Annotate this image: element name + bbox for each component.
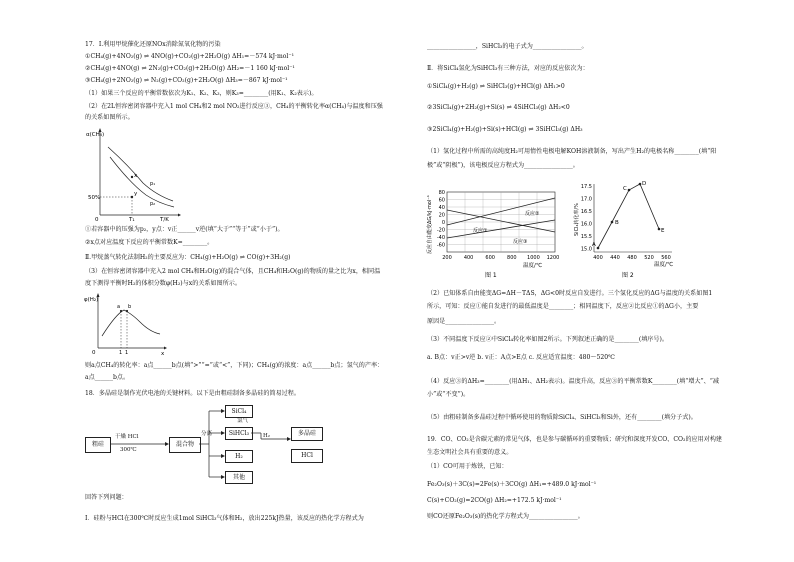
flow-arrow-1-label: 干燥 HCl [115, 434, 139, 440]
point-b [126, 310, 128, 312]
flow-hcl: HCl [291, 449, 323, 463]
fig2-xtick: 520 [644, 255, 654, 261]
flow-sep-label: 分离 [201, 431, 213, 437]
graph2-xtick-a: 1 [119, 350, 123, 356]
fig1-xlabel: 温度/℃ [523, 263, 543, 269]
fig2-curve [598, 184, 659, 248]
flow-arrow-1-temp: 300℃ [120, 447, 137, 453]
hydro-reaction-3: ③2SiCl₄(g)+H₂(g)+Si(s)+HCl(g) ⇌ 3SiHCl₃(g) ΔH₃ [427, 126, 583, 133]
fig2-point-e [658, 228, 661, 231]
q17-part-II: Ⅱ.甲烷蒸气转化法制H₂的主要反应为：CH₄(g)+H₂O(g) ⇌ CO(g)+3H₂(g) [85, 254, 291, 261]
fig1-ytick: -60 [436, 242, 445, 249]
graph2-label-a: a [117, 304, 121, 310]
graph2-origin: 0 [92, 350, 96, 356]
fig2-point-a [597, 247, 600, 250]
fig1-xtick: 200 [442, 255, 452, 261]
fig1-xtick: 1200 [546, 255, 560, 261]
q19-title-cont: 生态文明社会具有重要的意义。 [427, 449, 513, 456]
q18-sub2-cont2: 原因是________________。 [427, 318, 501, 325]
fig2-ytick: 16.0 [580, 221, 592, 228]
q18-sub4: （4）反应③的ΔH₃=________(用ΔH₁、ΔH₂表示)。温度升高，反应③的平衡常数K________(填“增大”、“减 [427, 378, 719, 385]
graph1-ylabel: α(CH₄) [86, 132, 105, 138]
fig2-xtick: 440 [610, 255, 620, 261]
fig2-ytick: 17.5 [580, 184, 592, 190]
fig1-label-r2: 反应② [525, 211, 540, 217]
fig2-ytick: 15.0 [580, 246, 592, 253]
fig2-ylabel: SiCl₄转化率/% [574, 203, 580, 236]
free-energy-chart [427, 180, 562, 280]
answer-prompt: 回答下列问题： [85, 494, 128, 501]
fig2-label-c: C [623, 186, 627, 192]
graph1-label-p1: p₁ [150, 181, 156, 187]
fig2-label-e: E [661, 228, 665, 234]
flow-polysilicon: 多晶硅 [291, 427, 323, 441]
q19-eq2: C(s)+CO₂(g)=2CO(g) ΔH₂=+172.5 kJ·mol⁻¹ [427, 497, 562, 504]
fig1-label-r3: 反应③ [513, 239, 528, 245]
flow-h2-arrow [251, 419, 291, 459]
q17-part2-cont: 的关系如图所示。 [85, 114, 134, 121]
q18-sub5: （5）由粗硅制备多晶硅过程中循环使用的物质除SiCl₄、SiHCl₃和Si外，还有________(填分子式)。 [427, 414, 697, 421]
flow-sicl4: SiCl₄ [225, 405, 253, 418]
q18-sub1-cont: 极”或“阴极”)，该电极反应方程式为________________。 [427, 162, 579, 169]
reaction-1: ①CH₄(g)+4NO₂(g) ⇌ 4NO(g)+CO₂(g)+2H₂O(g) ΔH₁=－574 kJ·mol⁻¹ [85, 53, 295, 60]
fig1-xtick: 400 [463, 255, 474, 261]
reaction-2: ②CH₄(g)+4NO(g) ⇌ 2N₂(g)+CO₂(g)+2H₂O(g) ΔH₂=－1 160 kJ·mol⁻¹ [85, 65, 295, 72]
fig2-xlabel: 温度/℃ [654, 262, 674, 268]
q17-part1: （1）如果三个反应的平衡常数依次为K₁、K₂、K₃，则K₃=________(用K₁、K₂表示)。 [85, 90, 318, 97]
flow-gas-label: 氯气 [237, 418, 249, 424]
fig2-label-b: B [615, 220, 619, 226]
flow-h2-label: H₂ [263, 433, 271, 439]
q18-sub1: （1）氢化过程中所需的高纯度H₂可用惰性电极电解KOH溶液制备，写出产生H₂的电极名称________(填“阳 [427, 148, 717, 155]
q19-title: 19．CO、CO₂是含碳元素的常见气体，也是参与碳循环的重要物质；研究和深度开发CO、CO₂的应用对构建 [427, 436, 723, 443]
fig2-ytick: 17.0 [580, 196, 592, 203]
graph1-origin: 0 [95, 217, 99, 223]
fig2-label-a: A [592, 242, 596, 248]
fig1-ytick: -40 [436, 235, 445, 241]
graph2-xtick-b: 1 [125, 350, 129, 356]
fig1-xtick: 600 [485, 255, 495, 261]
q18-title: 18．多晶硅是制作光伏电池的关键材料。以下是由粗硅制备多晶硅的简易过程。 [85, 390, 300, 397]
q18-sub3-options: a. B点：v正>v逆 b. v正：A点>E点 c. 反应适宜温度：480～520℃ [427, 354, 615, 361]
graph2-xlabel: x [161, 351, 165, 357]
alpha-vs-temp-graph [88, 125, 183, 221]
graph2-label-b: b [128, 304, 132, 310]
q17-part3: （3）在恒容密闭容器中充入2 mol CH₄和H₂O(g)的混合气体，且CH₄和H₂O(g)的物质的量之比为x，相同温 [85, 268, 381, 275]
graph1-ytick: 50% [88, 195, 101, 201]
q17-part2: （2）在2L恒容密闭容器中充入1 mol CH₄和2 mol NO₂进行反应③，CH₄的平衡转化率α(CH₄)与温度和压强 [85, 103, 383, 110]
fig1-ylabel: 反应自由能变ΔG/kJ·mol⁻¹ [427, 195, 433, 254]
fig1-grid [447, 192, 555, 252]
graph1-label-p2: p₂ [150, 201, 156, 207]
fig1-label-r1: 反应① [473, 228, 488, 234]
q17-part3-q: 则a点CH₄的转化率：a点______b点(填“>”“=”或“<”，下同)；CH₄(g)的浓度：a点______b点；氢气的产率： [85, 362, 384, 369]
right-column [397, 0, 794, 562]
graph1-xlabel: T/K [160, 217, 169, 223]
point-y [131, 196, 133, 198]
q19-eq1: Fe₂O₃(s)＋3C(s)=2Fe(s)＋3CO(g) ΔH₁=+489.0 kJ·mol⁻¹ [427, 481, 597, 488]
q19-question: 则CO还原Fe₂O₃(s)的热化学方程式为________________。 [427, 513, 584, 520]
q17-part3-cont: 度下测得平衡时H₂的体积分数φ(H₂)与x的关系如图所示。 [85, 280, 241, 287]
graph1-label-y: y [134, 191, 138, 197]
q18-part-I: Ⅰ．硅粉与HCl在300℃时反应生成1mol SiHCl₃气体和H₂，放出225kJ热量，该反应的热化学方程式为 [85, 515, 364, 522]
fig2-label-d: D [642, 181, 647, 187]
fig1-caption: 图 1 [485, 272, 497, 279]
phi-h2-vs-x-graph [84, 292, 168, 357]
graph2-ylabel: φ(H₂) [84, 297, 99, 303]
flow-h2: H₂ [225, 450, 253, 463]
curve-p1 [108, 147, 173, 201]
q17-sub1: ①若容器中的压强为p₂，y点：v正______v逆(填“大于”“等于”或“小于”)。 [85, 226, 284, 233]
fig2-caption: 图 2 [622, 272, 634, 279]
reaction-3: ③CH₄(g)+2NO₂(g) ⇌ N₂(g)+CO₂(g)+2H₂O(g) ΔH₃=－867 kJ·mol⁻¹ [85, 77, 288, 84]
q18-continued: ________________，SiHCl₃的电子式为________________。 [427, 43, 588, 50]
q17-sub2: ②x点对应温度下反应的平衡常数K=________。 [85, 239, 214, 246]
fig2-point-d [639, 183, 642, 186]
fig1-xtick: 800 [507, 255, 517, 261]
fig1-xtick: 1000 [527, 255, 540, 261]
flow-sep-arrows [199, 405, 225, 485]
q17-part3-q-cont: a点______b点。 [85, 374, 130, 381]
fig2-xtick: 400 [593, 255, 603, 261]
graph1-label-x: x [134, 173, 138, 179]
point-x [131, 176, 133, 178]
q18-sub2-cont: 所示，可知：反应①能自发进行的最低温度是________；相同温度下，反应②比反应①的ΔG小，主要 [427, 303, 699, 310]
graph1-xtick: T₁ [129, 217, 135, 223]
q18-sub2: （2）已知体系自由能变ΔG=ΔH－TΔS，ΔG<0时反应自发进行。三个氢化反应的ΔG与温度的关系如图1 [427, 290, 713, 297]
fig2-point-b [611, 221, 614, 224]
phi-curve [102, 310, 160, 336]
q18-part-II: Ⅱ．将SiCl₄氢化为SiHCl₃有三种方法，对应的反应依次为： [427, 65, 589, 72]
fig2-xtick: 480 [627, 255, 637, 261]
fig1-ytick: 60 [438, 197, 445, 204]
flow-other: 其他 [225, 471, 253, 484]
q19-sub1: （1）CO可用于炼铁，已知： [427, 463, 508, 470]
fig1-ytick: 40 [438, 205, 445, 211]
fig1-ytick: 80 [438, 190, 445, 196]
hydro-reaction-1: ①SiCl₄(g)+H₂(g) ⇌ SiHCl₃(g)+HCl(g) ΔH₁>0 [427, 83, 565, 90]
flow-mixture: 混合物 [169, 437, 201, 453]
conversion-chart [572, 176, 692, 280]
fig2-point-c [628, 189, 631, 192]
fig2-xtick: 560 [661, 255, 671, 261]
point-a [120, 310, 122, 312]
fig1-ytick: 20 [438, 212, 445, 219]
fig2-ytick: 15.5 [580, 234, 592, 240]
fig1-ytick: 0 [441, 220, 445, 226]
hydro-reaction-2: ②3SiCl₄(g)+2H₂(g)+Si(s) ⇌ 4SiHCl₃(g) ΔH₂<0 [427, 104, 570, 111]
flow-diagram [85, 405, 335, 485]
fig1-ytick: -20 [436, 227, 445, 234]
q18-sub4-cont: 小”或“不变”)。 [427, 391, 470, 398]
flow-sihcl3: SiHCl₃ [225, 427, 253, 440]
fig2-ytick: 16.5 [580, 209, 592, 215]
flow-crude-si: 粗硅 [85, 437, 111, 453]
q17-title: 17．Ⅰ.利用甲烷催化还原NOx消除氮氧化物的污染 [85, 41, 221, 48]
q18-sub3: （3）不同温度下反应②中SiCl₄转化率如图2所示。下列叙述正确的是________(填序号)。 [427, 336, 668, 343]
